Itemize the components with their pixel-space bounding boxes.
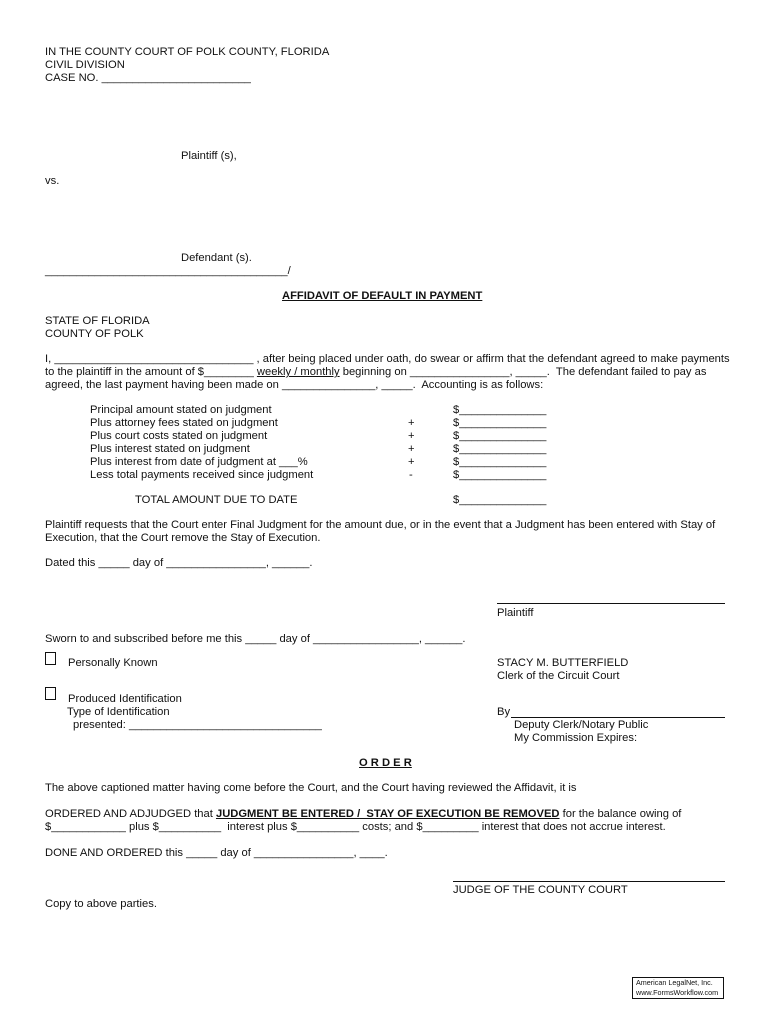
affidavit-paragraph-line1: I, ________________________________ , after being placed under oath, do swear or affirm that the defendant agreed to make payments	[45, 353, 730, 365]
defendant-label: Defendant (s).	[181, 252, 252, 264]
sworn-line[interactable]: Sworn to and subscribed before me this _____ day of _________________, ______.	[45, 633, 466, 645]
plaintiff-label: Plaintiff (s),	[181, 150, 237, 162]
copy-label: Copy to above parties.	[45, 898, 157, 910]
order-intro: The above captioned matter having come before the Court, and the Court having reviewed the Affidavit, it is	[45, 782, 577, 794]
payment-frequency-option[interactable]: weekly / monthly	[256, 366, 340, 378]
by-label: By	[497, 706, 511, 718]
ordered-line	[45, 808, 681, 821]
affidavit-paragraph-line3: agreed, the last payment having been made on _______________, _____. Accounting is as follows:	[45, 379, 544, 391]
accounting-amount-field[interactable]: $______________	[453, 469, 547, 481]
state-label: STATE OF FLORIDA	[45, 315, 150, 327]
accounting-sign: +	[408, 443, 415, 455]
personally-known-checkbox[interactable]	[45, 652, 56, 665]
publisher-website: www.FormsWorkflow.com	[636, 988, 719, 997]
accounting-amount-field[interactable]: $______________	[453, 430, 547, 442]
plaintiff-signature-label: Plaintiff	[497, 607, 534, 619]
beginning-text: beginning on ________________, _____. The defendant failed to pay as	[339, 366, 707, 378]
accounting-sign: +	[408, 456, 415, 468]
accounting-label: Less total payments received since judgment	[90, 469, 314, 481]
accounting-sign: +	[408, 417, 415, 429]
judge-signature-line[interactable]	[453, 881, 725, 882]
plaintiff-signature-line[interactable]	[497, 603, 725, 604]
deputy-signature-line[interactable]	[511, 717, 725, 718]
accounting-label: Principal amount stated on judgment	[90, 404, 272, 416]
total-amount-field[interactable]: $______________	[453, 494, 547, 506]
accounting-amount-field[interactable]: $______________	[453, 417, 547, 429]
caption-close-line: _______________________________________/	[45, 265, 291, 277]
accounting-label: Plus interest stated on judgment	[90, 443, 250, 455]
deputy-label: Deputy Clerk/Notary Public	[514, 719, 649, 731]
judgment-option[interactable]: JUDGMENT BE ENTERED / STAY OF EXECUTION BE REMOVED	[215, 808, 560, 820]
request-line2: Execution, that the Court remove the Stay of Execution.	[45, 532, 321, 544]
division-label: CIVIL DIVISION	[45, 59, 125, 71]
ordered-text: ORDERED AND ADJUDGED that	[45, 808, 216, 820]
accounting-amount-field[interactable]: $______________	[453, 456, 547, 468]
produced-id-label: Produced Identification	[68, 693, 182, 705]
accounting-amount-field[interactable]: $______________	[453, 404, 547, 416]
county-label: COUNTY OF POLK	[45, 328, 144, 340]
accounting-label: Plus interest from date of judgment at ___%	[90, 456, 308, 468]
dated-line[interactable]: Dated this _____ day of ________________, ______.	[45, 557, 313, 569]
order-title: O R D E R	[359, 757, 412, 769]
type-of-id-label: Type of Identification	[67, 706, 170, 718]
accounting-sign: -	[409, 469, 413, 481]
judge-label: JUDGE OF THE COUNTY COURT	[453, 884, 628, 896]
accounting-amount-field[interactable]: $______________	[453, 443, 547, 455]
clerk-name: STACY M. BUTTERFIELD	[497, 657, 629, 669]
amount-text: to the plaintiff in the amount of $________	[45, 366, 257, 378]
case-number-field[interactable]: CASE NO. ________________________	[45, 72, 251, 84]
request-line1: Plaintiff requests that the Court enter Final Judgment for the amount due, or in the event that a Judgment has been entered with Stay of	[45, 519, 716, 531]
presented-field[interactable]: presented: _______________________________	[73, 719, 322, 731]
accounting-label: Plus court costs stated on judgment	[90, 430, 268, 442]
personally-known-label: Personally Known	[68, 657, 158, 669]
total-label: TOTAL AMOUNT DUE TO DATE	[135, 494, 298, 506]
clerk-title: Clerk of the Circuit Court	[497, 670, 620, 682]
commission-label: My Commission Expires:	[514, 732, 638, 744]
publisher-stamp	[632, 977, 724, 999]
affidavit-title: AFFIDAVIT OF DEFAULT IN PAYMENT	[282, 290, 483, 302]
publisher-name: American LegalNet, Inc.	[636, 978, 713, 987]
accounting-label: Plus attorney fees stated on judgment	[90, 417, 278, 429]
produced-id-checkbox[interactable]	[45, 687, 56, 700]
affidavit-paragraph-line2	[45, 366, 706, 379]
balance-text: for the balance owing of	[559, 808, 682, 820]
done-line[interactable]: DONE AND ORDERED this _____ day of ________________, ____.	[45, 847, 388, 859]
court-heading: IN THE COUNTY COURT OF POLK COUNTY, FLORIDA	[45, 46, 330, 58]
vs-label: vs.	[45, 175, 60, 187]
order-amounts-line[interactable]: $____________ plus $__________ interest plus $__________ costs; and $_________ interest that does not accrue interest.	[45, 821, 666, 833]
accounting-sign: +	[408, 430, 415, 442]
